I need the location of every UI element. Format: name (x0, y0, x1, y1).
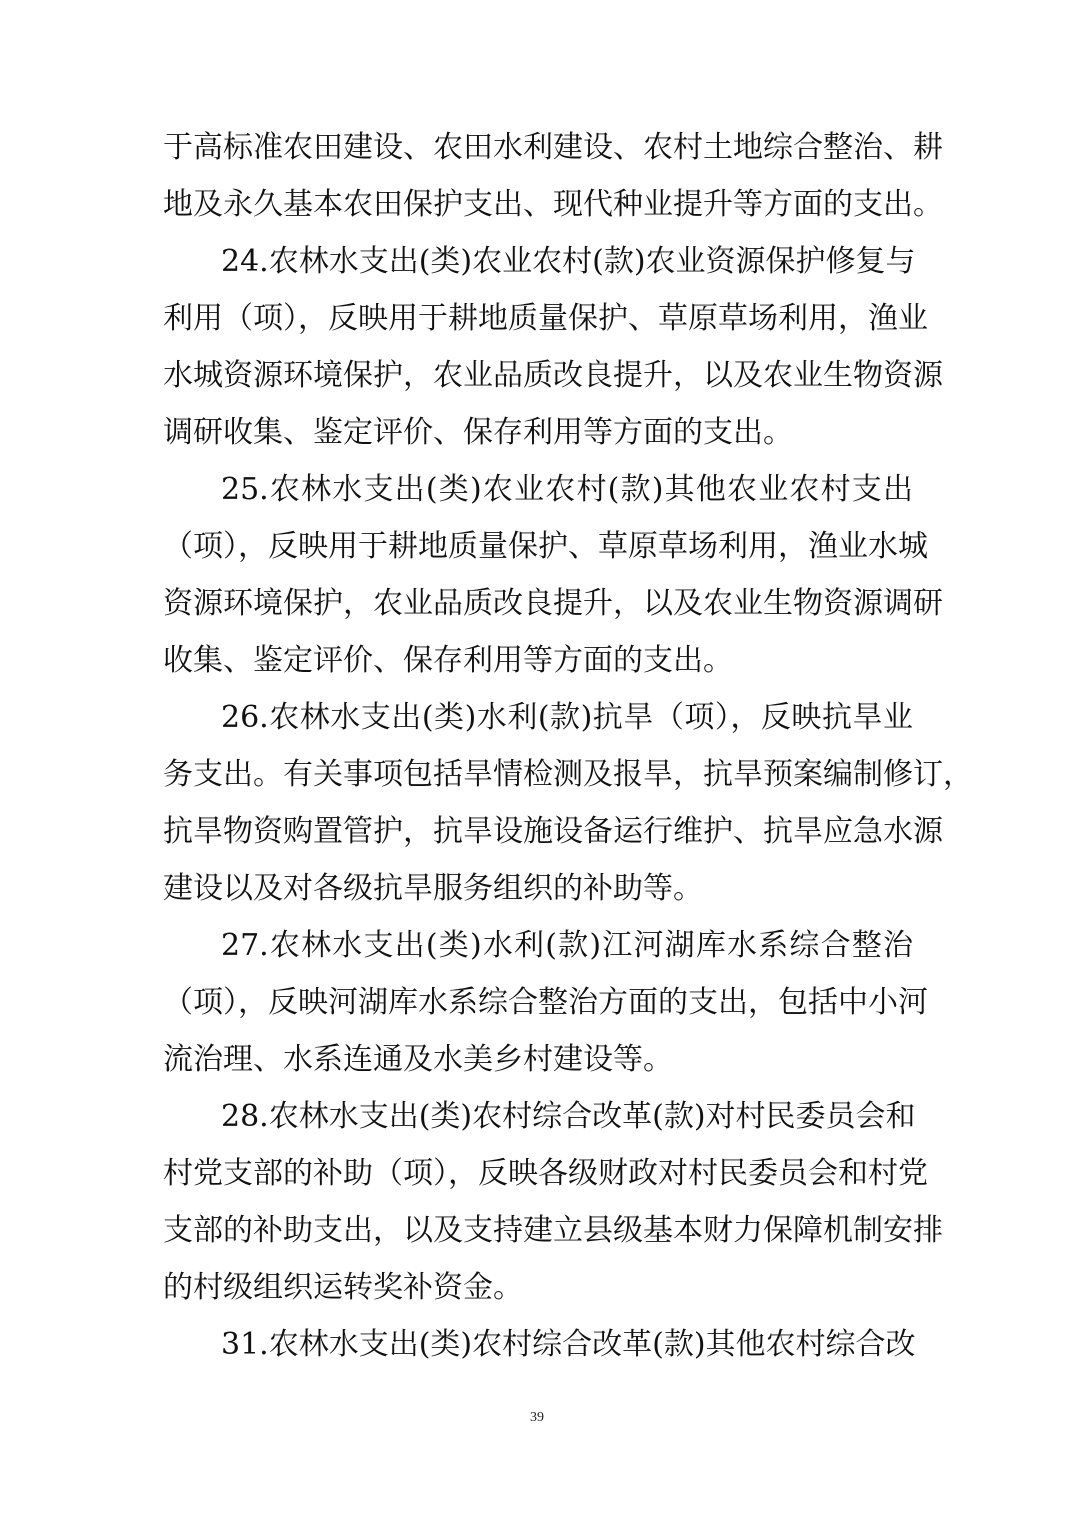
paragraph-line: 31.农林水支出(类)农村综合改革(款)其他农村综合改 (221, 1327, 916, 1362)
paragraph-line: 资源环境保护，农业品质改良提升，以及农业生物资源调研 (163, 586, 943, 621)
paragraph-line: 的村级组织运转奖补资金。 (163, 1270, 523, 1305)
paragraph-line: 村党支部的补助（项），反映各级财政对村民委员会和村党 (163, 1156, 928, 1191)
paragraph-line: 水城资源环境保护，农业品质改良提升，以及农业生物资源 (163, 358, 943, 393)
paragraph-line: （项），反映河湖库水系综合整治方面的支出，包括中小河 (163, 985, 928, 1020)
paragraph-line: 25.农林水支出(类)农业农村(款)其他农业农村支出 (221, 472, 913, 507)
paragraph-line: 地及永久基本农田保护支出、现代种业提升等方面的支出。 (163, 187, 943, 222)
paragraph-line: （项），反映用于耕地质量保护、草原草场利用，渔业水城 (163, 529, 928, 564)
paragraph-line: 抗旱物资购置管护，抗旱设施设备运行维护、抗旱应急水源 (163, 814, 943, 849)
paragraph-line: 26.农林水支出(类)水利(款)抗旱（项），反映抗旱业 (221, 700, 913, 735)
paragraph-line: 调研收集、鉴定评价、保存利用等方面的支出。 (163, 415, 793, 450)
paragraph-line: 流治理、水系连通及水美乡村建设等。 (163, 1042, 673, 1077)
paragraph-line: 27.农林水支出(类)水利(款)江河湖库水系综合整治 (221, 928, 913, 963)
paragraph-line: 务支出。有关事项包括旱情检测及报旱，抗旱预案编制修订， (163, 757, 973, 792)
page-number: 39 (530, 1410, 544, 1425)
paragraph-line: 收集、鉴定评价、保存利用等方面的支出。 (163, 643, 733, 678)
paragraph-line: 利用（项），反映用于耕地质量保护、草原草场利用，渔业 (163, 301, 928, 336)
paragraph-line: 28.农林水支出(类)农村综合改革(款)对村民委员会和 (221, 1099, 916, 1134)
paragraph-line: 支部的补助支出，以及支持建立县级基本财力保障机制安排 (163, 1213, 943, 1248)
paragraph-line: 24.农林水支出(类)农业农村(款)农业资源保护修复与 (221, 244, 916, 279)
paragraph-line: 建设以及对各级抗旱服务组织的补助等。 (163, 871, 703, 906)
paragraph-line: 于高标准农田建设、农田水利建设、农村土地综合整治、耕 (163, 130, 943, 165)
